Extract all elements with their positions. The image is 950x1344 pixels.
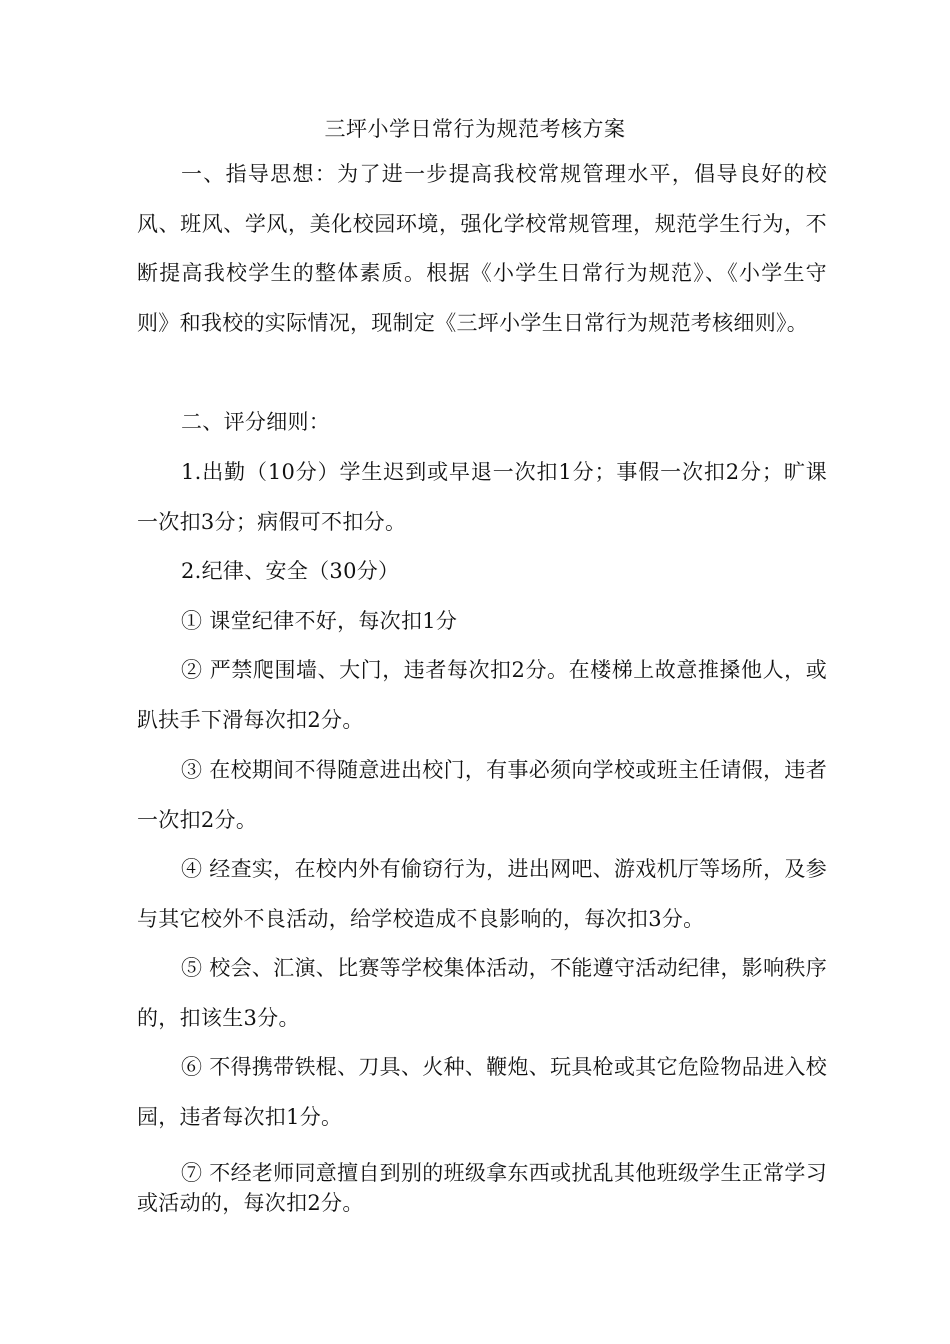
paragraph-text: ⑥ 不得携带铁棍、刀具、火种、鞭炮、玩具枪或其它危险物品进入校园，违者每次扣1分。 <box>137 1055 827 1129</box>
paragraph-attendance <box>137 448 827 547</box>
document-title: 三坪小学日常行为规范考核方案 <box>324 117 626 141</box>
list-item-rule-7 <box>137 1158 827 1218</box>
paragraph-scoring-rules-heading <box>137 398 827 448</box>
paragraph-text: 2.纪律、安全（30分） <box>181 559 400 583</box>
list-item-rule-2 <box>137 646 827 745</box>
paragraph-text: 二、评分细则： <box>181 410 331 434</box>
paragraph-guiding-ideology <box>137 150 827 348</box>
list-item-rule-5 <box>137 944 827 1043</box>
paragraph-text: ⑤ 校会、汇演、比赛等学校集体活动，不能遵守活动纪律，影响秩序的，扣该生3分。 <box>137 956 827 1030</box>
paragraph-text: ⑦ 不经老师同意擅自到别的班级拿东西或扰乱其他班级学生正常学习或活动的，每次扣2分。 <box>137 1161 827 1215</box>
paragraph-text: ① 课堂纪律不好，每次扣1分 <box>181 609 458 633</box>
list-item-rule-6 <box>137 1043 827 1142</box>
list-item-rule-4 <box>137 845 827 944</box>
paragraph-discipline-heading <box>137 547 827 597</box>
paragraph-text: ③ 在校期间不得随意进出校门，有事必须向学校或班主任请假，违者一次扣2分。 <box>137 758 827 832</box>
paragraph-text: ② 严禁爬围墙、大门，违者每次扣2分。在楼梯上故意推搡他人，或趴扶手下滑每次扣2分。 <box>137 658 827 732</box>
paragraph-text: 一、指导思想：为了进一步提高我校常规管理水平，倡导良好的校风、班风、学风，美化校园环境，强化学校常规管理，规范学生行为，不断提高我校学生的整体素质。根据《小学生日常行为规范》、《小学生守则》和我校的实际情况，现制定《三坪小学生日常行为规范考核细则》。 <box>137 162 827 335</box>
paragraph-text: ④ 经查实，在校内外有偷窃行为，进出网吧、游戏机厅等场所，及参与其它校外不良活动，给学校造成不良影响的，每次扣3分。 <box>137 857 827 931</box>
list-item-rule-3 <box>137 746 827 845</box>
list-item-rule-1 <box>137 597 827 647</box>
paragraph-text: 1.出勤（10分）学生迟到或早退一次扣1分；事假一次扣2分；旷课一次扣3分；病假可不扣分。 <box>137 460 827 534</box>
